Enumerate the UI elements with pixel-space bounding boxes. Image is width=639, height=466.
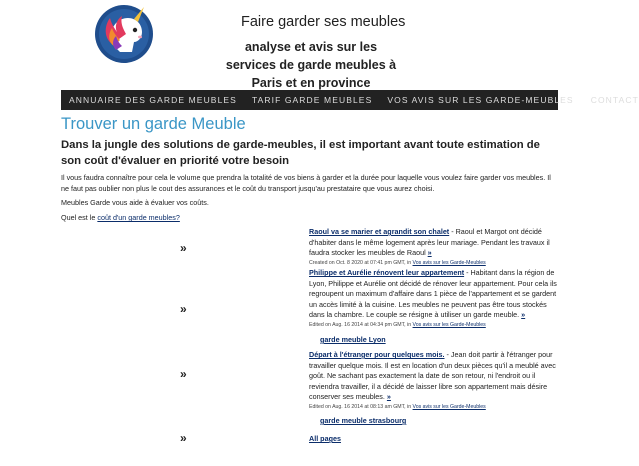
post-item <box>309 227 559 268</box>
category-link[interactable]: Vos avis sur les Garde-Meubles <box>412 403 486 410</box>
main-navigation <box>61 90 639 110</box>
category-link[interactable]: Vos avis sur les Garde-Meubles <box>412 259 486 266</box>
post-item <box>309 268 559 330</box>
post-meta-date: Edited on Aug. 16 2014 at 08:13 am GMT, in <box>309 403 412 410</box>
nav-item-tarif[interactable]: TARIF GARDE MEUBLES <box>251 95 373 105</box>
site-title[interactable]: Faire garder ses meubles <box>241 14 406 30</box>
read-more-link[interactable]: » <box>427 248 432 258</box>
nav-item-contact[interactable]: CONTACT <box>590 95 639 105</box>
intro-text: Dans la jungle des solutions de garde-meubles, il est important avant toute estimation de son coût d'évaluer en priorité votre besoin <box>61 139 540 167</box>
arrow-icon: » <box>180 241 187 255</box>
post-meta <box>309 321 559 330</box>
post-title-link[interactable]: Raoul va se marier et agrandit son chalet <box>309 227 450 236</box>
all-pages-link[interactable]: All pages <box>309 434 341 443</box>
post-excerpt: - Jean doit partir à l'étranger pour travailler quelque mois. Il est en location d'un deux pièces qu'il a meublé avec goût. Ne sachant pas exactement la date de son retour, ni l'endroit ou il reviendra travailler, il a décidé de laisser libre son appartement mais désire conserver ses meubles. <box>309 350 556 402</box>
post-meta <box>309 403 559 412</box>
site-tagline: analyse et avis sur les services de garde meubles à Paris et en province <box>225 40 397 90</box>
arrow-icon: » <box>180 367 187 381</box>
arrow-icon: » <box>180 431 187 445</box>
cout-garde-meubles-link[interactable]: coût d'un garde meubles? <box>97 213 180 222</box>
post-excerpt: - Raoul et Margot ont décidé d'habiter dans le même logement après leur mariage. Pendant les travaux il faudra stocker les meubles de Raoul <box>309 227 550 258</box>
question-line <box>61 212 558 223</box>
arrow-icon: » <box>180 302 187 316</box>
city-link-strasbourg[interactable]: garde meuble strasbourg <box>320 416 407 425</box>
post-meta-date: Created on Oct. 8 2020 at 07:41 pm GMT, in <box>309 259 412 266</box>
post-title-link[interactable]: Philippe et Aurélie rénovent leur appartement <box>309 268 465 277</box>
paragraph-volume: Il vous faudra connaître pour cela le volume que prendra la totalité de vos biens à garder et la durée pour laquelle vous voulez faire garder vos meubles. Il ne faut pas oublier non plus le cout des assurances et le coût du transport jusqu'au prestataire que vous aurez choisi. <box>61 173 551 194</box>
unicorn-logo[interactable] <box>94 4 154 64</box>
read-more-link[interactable]: » <box>386 392 391 402</box>
city-link-lyon[interactable]: garde meuble Lyon <box>320 335 386 344</box>
nav-item-annuaire[interactable]: ANNUAIRE DES GARDE MEUBLES <box>69 95 237 105</box>
post-title-link[interactable]: Départ à l'étranger pour quelques mois. <box>309 350 445 359</box>
nav-item-avis[interactable]: VOS AVIS SUR LES GARDE-MEUBLES <box>387 95 574 105</box>
post-excerpt: - Habitant dans la région de Lyon, Philippe et Aurélie ont décidé de rénover leur appartement. Pour cela ils regroupent un maximum d'affaire dans 1 pièce de l'appartement et se gardent un accès limité à la cuisine. Les meubles ne peuvent pas être tous stockés dans la chambre. Le couple se résigne à utiliser un garde meuble. <box>309 268 557 320</box>
page-title: Trouver un garde Meuble <box>61 115 246 133</box>
read-more-link[interactable]: » <box>521 310 526 320</box>
category-link[interactable]: Vos avis sur les Garde-Meubles <box>412 321 486 328</box>
post-item <box>309 350 559 412</box>
post-meta <box>309 259 559 268</box>
post-meta-date: Edited on Aug. 16 2014 at 04:34 pm GMT, in <box>309 321 412 328</box>
paragraph-aide: Meubles Garde vous aide à évaluer vos coûts. <box>61 198 209 207</box>
question-prefix: Quel est le <box>61 213 96 222</box>
